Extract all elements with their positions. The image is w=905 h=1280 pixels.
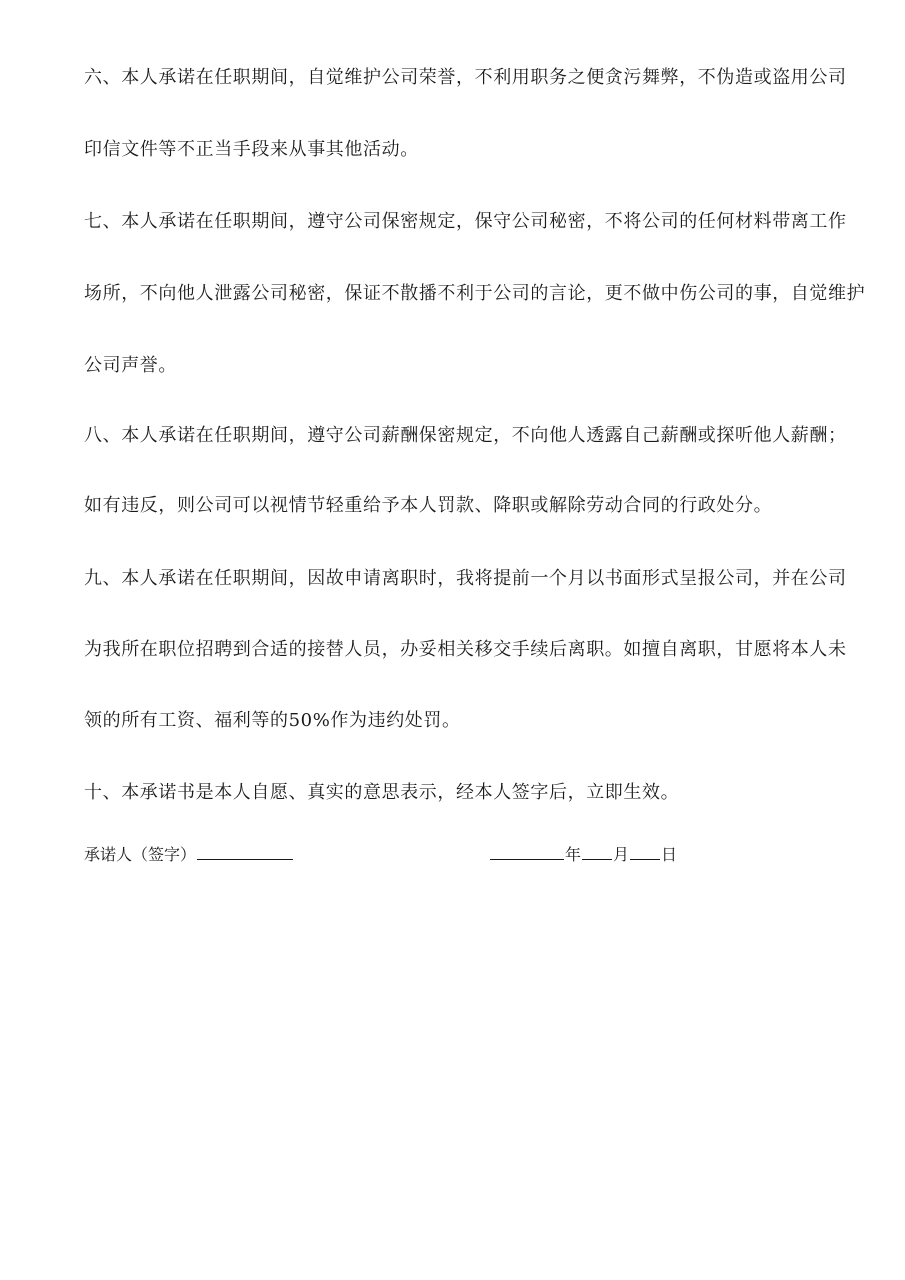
signer-signature-blank[interactable] xyxy=(197,843,293,860)
clause-6-line-1: 六、本人承诺在任职期间，自觉维护公司荣誉，不利用职务之便贪污舞弊，不伪造或盗用公司 xyxy=(84,67,847,88)
month-label: 月 xyxy=(613,845,630,864)
clause-9-line-2: 为我所在职位招聘到合适的接替人员，办妥相关移交手续后离职。如擅自离职，甘愿将本人未 xyxy=(84,639,847,660)
clause-7-line-2: 场所，不向他人泄露公司秘密，保证不散播不利于公司的言论，更不做中伤公司的事，自觉维护 xyxy=(84,283,866,304)
clause-6-line-2: 印信文件等不正当手段来从事其他活动。 xyxy=(84,139,419,160)
clause-8-line-1: 八、本人承诺在任职期间，遵守公司薪酬保密规定，不向他人透露自己薪酬或探听他人薪酬； xyxy=(84,425,847,446)
year-label: 年 xyxy=(565,845,582,864)
year-blank[interactable] xyxy=(490,843,564,860)
signer-block xyxy=(84,843,294,866)
clause-8-line-2: 如有违反，则公司可以视情节轻重给予本人罚款、降职或解除劳动合同的行政处分。 xyxy=(84,495,773,516)
day-blank[interactable] xyxy=(630,843,660,860)
day-label: 日 xyxy=(661,845,678,864)
clause-10-line-1: 十、本承诺书是本人自愿、真实的意思表示，经本人签字后，立即生效。 xyxy=(84,782,680,803)
signer-label: 承诺人（签字） xyxy=(84,845,197,864)
clause-7-line-3: 公司声誉。 xyxy=(84,355,177,376)
clause-7-line-1: 七、本人承诺在任职期间，遵守公司保密规定，保守公司秘密，不将公司的任何材料带离工作 xyxy=(84,211,847,232)
month-blank[interactable] xyxy=(582,843,612,860)
date-block xyxy=(489,843,677,866)
clause-9-line-3: 领的所有工资、福利等的50%作为违约处罚。 xyxy=(84,710,461,731)
clause-9-line-1: 九、本人承诺在任职期间，因故申请离职时，我将提前一个月以书面形式呈报公司，并在公司 xyxy=(84,568,847,589)
